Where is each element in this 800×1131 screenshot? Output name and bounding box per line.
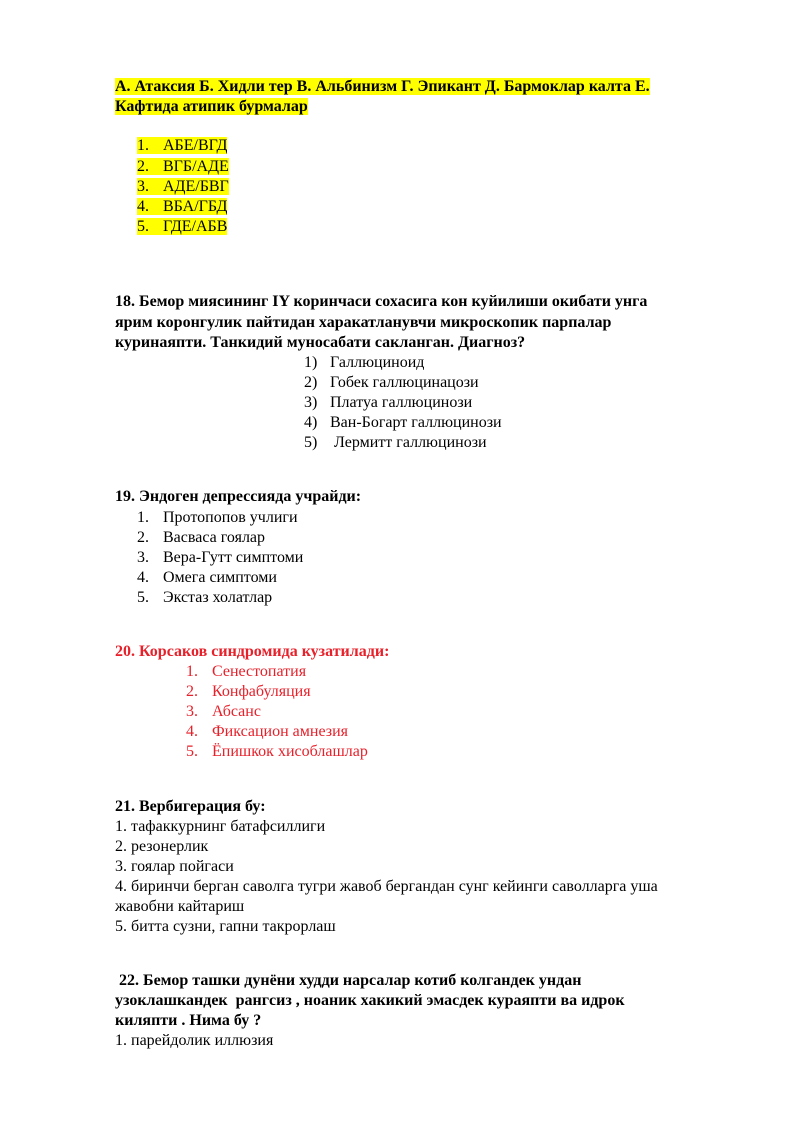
question-19-option-1: 1. Протопопов учлиги xyxy=(137,509,298,526)
question-18-option-4: 4) Ван-Богарт галлюцинози xyxy=(304,414,502,431)
question-20-title: 20. Корсаков синдромида кузатилади: xyxy=(115,643,390,660)
question-17-option-5: 5. ГДЕ/АБВ xyxy=(137,218,228,235)
question-18-option-2: 2) Гобек галлюцинацози xyxy=(304,374,479,391)
question-21-line-6: 5. битта сузни, гапни такрорлаш xyxy=(115,918,336,935)
question-20-option-3: 3. Абсанс xyxy=(186,703,261,720)
question-21-line-4: 4. биринчи берган саволга тугри жавоб бергандан сунг кейинги саволларга уша xyxy=(115,878,658,895)
question-18-prompt-line-3: куринаяпти. Танкидий муносабати сакланган. Диагноз? xyxy=(115,334,526,351)
question-19-option-3: 3. Вера-Гутт симптоми xyxy=(137,549,304,566)
question-20-option-2: 2. Конфабуляция xyxy=(186,683,311,700)
question-22-prompt-line-2: узоклашкандек рангсиз , ноаник хакикий эмасдек кураяпти ва идрок xyxy=(115,992,625,1009)
question-21-line-3: 3. гоялар пойгаси xyxy=(115,858,234,875)
question-19-option-2: 2. Васваса гоялар xyxy=(137,529,266,546)
question-19-option-4: 4. Омега симптоми xyxy=(137,569,277,586)
question-22-prompt-line-1: 22. Бемор ташки дунёни худди нарсалар котиб колгандек ундан xyxy=(115,972,582,989)
question-17-prompt-line-1: А. Атаксия Б. Хидли тер В. Альбинизм Г. Эпикант Д. Бармоклар калта Е. xyxy=(115,78,650,95)
question-20-option-5: 5. Ёпишкок хисоблашлар xyxy=(186,743,368,760)
question-17-option-3: 3. АДЕ/БВГ xyxy=(137,178,229,195)
question-22-answer-1: 1. парейдолик иллюзия xyxy=(115,1032,274,1049)
question-17-option-4: 4. ВБА/ГБД xyxy=(137,198,228,215)
question-18-option-3: 3) Платуа галлюцинози xyxy=(304,394,473,411)
question-20-option-4: 4. Фиксацион амнезия xyxy=(186,723,348,740)
question-17-prompt-line-2: Кафтида атипик бурмалар xyxy=(115,98,308,115)
question-21-title: 21. Вербигерация бу: xyxy=(115,798,266,815)
question-18-option-5: 5) Лермитт галлюцинози xyxy=(304,434,487,451)
question-18-prompt-line-1: 18. Бемор миясининг IY коринчаси сохасига кон куйилиши окибати унга xyxy=(115,293,648,310)
question-17-option-2: 2. ВГБ/АДЕ xyxy=(137,158,229,175)
question-18-option-1: 1) Галлюциноид xyxy=(304,354,425,371)
question-21-line-5: жавобни кайтариш xyxy=(115,898,245,915)
question-21-line-2: 2. резонерлик xyxy=(115,838,209,855)
question-21-line-1: 1. тафаккурнинг батафсиллиги xyxy=(115,818,326,835)
question-19-option-5: 5. Экстаз холатлар xyxy=(137,589,273,606)
question-18-prompt-line-2: ярим коронгулик пайтидан харакатланувчи микроскопик парпалар xyxy=(115,314,612,331)
question-20-option-1: 1. Сенестопатия xyxy=(186,663,307,680)
question-17-option-1: 1. АБЕ/ВГД xyxy=(137,137,228,154)
question-19-title: 19. Эндоген депрессияда учрайди: xyxy=(115,488,362,505)
question-22-prompt-line-3: киляпти . Нима бу ? xyxy=(115,1012,262,1029)
